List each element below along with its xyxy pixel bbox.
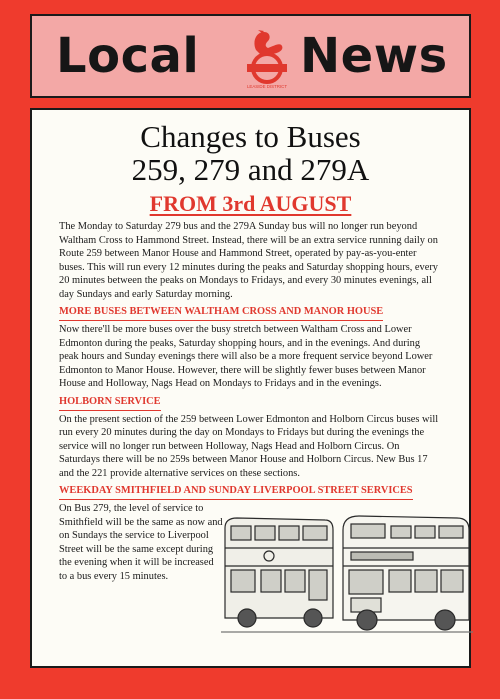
title-line-1: Changes to Buses — [140, 119, 361, 154]
title-line-2: 259, 279 and 279A — [131, 152, 370, 187]
double-decker-buses-icon — [221, 508, 473, 636]
article-panel — [30, 108, 471, 668]
article-title — [59, 120, 442, 186]
masthead — [30, 14, 471, 98]
date-heading: FROM 3rd AUGUST — [149, 191, 352, 216]
masthead-word-local: Local — [56, 28, 200, 84]
logo-text: LEASIDE DISTRICT — [246, 84, 288, 89]
section-text-more-buses: Now there'll be more buses over the busy stretch between Waltham Cross and Lower Edmonton during the peaks, Saturday shopping hours, and in the evenings. And during peak hours and Sunday evenings there will also be a more frequent service beyond Lower Edmonton to Manor House. However, there will be slightly fewer buses between Manor House and Holloway, Nags Head on Mondays to Fridays and in the evenings. — [59, 324, 433, 389]
section-text-holborn: On the present section of the 259 between Lower Edmonton and Holborn Circus buses will run every 20 minutes during the day on Mondays to Fridays but during the evenings the service will no longer run between Holloway, Nags Head and Holborn Circus. On Saturdays there will be no 259s between Manor House and Holborn Circus. New Bus 17 and the 221 provide alternative services on these sections. — [59, 413, 439, 479]
swan-roundel-icon — [238, 24, 296, 90]
section-heading-weekday-sunday: WEEKDAY SMITHFIELD AND SUNDAY LIVERPOOL STREET SERVICES — [59, 484, 413, 500]
section-heading-more-buses: MORE BUSES BETWEEN WALTHAM CROSS AND MANOR HOUSE — [59, 305, 383, 321]
last-section — [59, 502, 442, 583]
section-heading-holborn: HOLBORN SERVICE — [59, 395, 161, 411]
section-text-weekday-sunday: On Bus 279, the level of service to Smithfield will be the same as now and on Sundays the service to Liverpool Street will be the same except during the evening when it will be increased to a bus every 15 minutes. — [59, 503, 223, 582]
masthead-word-news: News — [300, 28, 448, 84]
intro-paragraph: The Monday to Saturday 279 bus and the 279A Sunday bus will no longer run beyond Waltham Cross to Hammond Street. Instead, there will be an extra service running daily on Route 259 between Manor House and Hammond Street, operated by pay-as-you-enter buses. This will run every 12 minutes during the peaks and Saturday shopping hours, every 20 minutes between the peaks on Mondays to Fridays, and every 30 minutes evenings, all day Sundays and early Saturday morning. — [59, 221, 439, 300]
